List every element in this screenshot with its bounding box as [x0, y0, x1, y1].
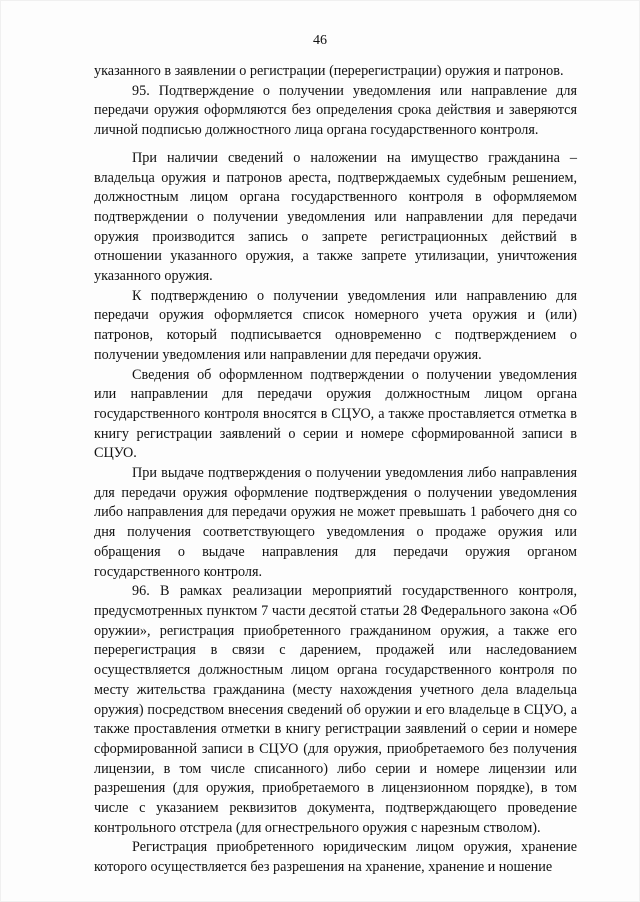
paragraph-continuation: указанного в заявлении о регистрации (перерегистрации) оружия и патронов.: [94, 63, 564, 79]
paragraph-issue-deadline: При выдаче подтверждения о получении уведомления либо направления для передачи оружия оформление подтверждения о получении уведомления либо направления для передачи оружия не может превышать 1 рабочего дня со дня получения соответствующего уведомления о продаже оружия или обращения о выдаче направления для передачи оружия органом государственного контроля.: [94, 465, 577, 580]
paragraph-arrest: При наличии сведений о наложении на имущество гражданина – владельца оружия и патронов ареста, подтверждаемых судебным решением, должностным лицом органа государственного контроля в оформляемом подтверждении о получении уведомления или направлении для передачи оружия производится запись о запрете регистрационных действий в отношении указанного оружия, а также запрете утилизации, уничтожения указанного оружия.: [94, 149, 577, 285]
paragraph-96: 96. В рамках реализации мероприятий государственного контроля, предусмотренных пунктом 7 части десятой статьи 28 Федерального закона «Об оружии», регистрация приобретенного гражданином оружия, а также его перерегистрация в связи с дарением, продажей или наследованием осуществляется должностным лицом органа государственного контроля по месту жительства гражданина (месту нахождения учетного дела владельца оружия) посредством внесения сведений об оружии и его владельце в СЦУО, а также проставления отметки в книгу регистрации заявлений о серии и номере сформированной записи в СЦУО (для оружия, приобретаемого без получения лицензии, в том числе списанного) либо серии и номере лицензии или разрешения (для оружия, приобретаемого в лицензионном порядке), в том числе с указанием реквизитов документа, подтверждающего проведение контрольного отстрела (для огнестрельного оружия с нарезным стволом).: [94, 583, 577, 836]
paragraph-legal-entity: Регистрация приобретенного юридическим лицом оружия, хранение которого осуществляется без разрешения на хранение, хранение и ношение: [94, 839, 577, 876]
page-number: 46: [313, 33, 327, 48]
paragraph-95: 95. Подтверждение о получении уведомления или направление для передачи оружия оформляются без определения срока действия и заверяются личной подписью должностного лица органа государственного контроля.: [94, 82, 577, 139]
paragraph-scuo-record: Сведения об оформленном подтверждении о получении уведомления или направлении для передачи оружия должностным лицом органа государственного контроля вносятся в СЦУО, а также проставляется отметка в книгу регистрации заявлений о серии и номере сформированной записи в СЦУО.: [94, 366, 577, 462]
document-body: [94, 62, 577, 878]
paragraph-weapon-list: К подтверждению о получении уведомления или направлению для передачи оружия оформляется список номерного учета оружия и (или) патронов, который подписывается одновременно с подтверждением о получении уведомления или направлении для передачи оружия.: [94, 287, 577, 363]
